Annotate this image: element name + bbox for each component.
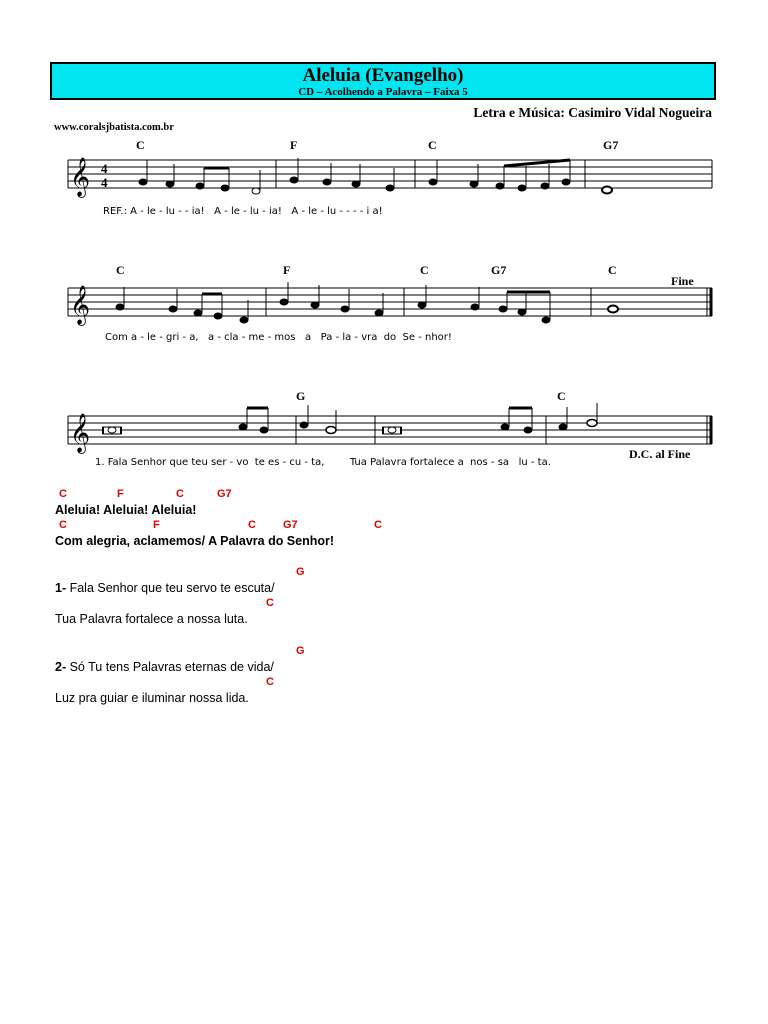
chord-label: C [266,676,274,688]
treble-clef-icon: 𝄞 [70,285,91,325]
svg-text:G7: G7 [603,138,619,152]
svg-text:F: F [283,263,291,277]
chord-label: G7 [217,488,232,500]
song-subtitle: CD – Acolhendo a Palavra – Faixa 5 [298,86,468,98]
chord-label: C [59,519,67,531]
refrain-line-1: Aleluia! Aleluia! Aleluia! [55,503,197,517]
website-link: www.coralsjbatista.com.br [54,122,174,133]
chord-label: G [296,645,305,657]
sheet-music [0,0,768,480]
notes-row-1 [139,158,612,194]
chords-row-1 [136,138,618,152]
notes-row-3 [103,403,597,434]
treble-clef-icon: 𝄞 [70,157,91,197]
verse-text: Só Tu tens Palavras eternas de vida/ [66,660,274,674]
svg-text:C: C [608,263,617,277]
svg-text:C: C [420,263,429,277]
author-credit: Letra e Música: Casimiro Vidal Nogueira [473,105,712,120]
chord-label: C [59,488,67,500]
chord-label: C [176,488,184,500]
treble-clef-icon: 𝄞 [70,413,91,453]
verse-number: 2- [55,660,67,674]
chord-label: C [248,519,256,531]
chord-label: C [374,519,382,531]
chords-row-2 [116,263,617,277]
verse-2-line-1 [55,660,274,674]
verse-text: Fala Senhor que teu servo te escuta/ [66,581,275,595]
staff-row-1 [68,160,712,188]
fine-mark: Fine [671,274,694,288]
verse-1-line-2: Tua Palavra fortalece a nossa luta. [55,612,248,626]
svg-text:4: 4 [101,175,108,190]
chord-label: C [266,597,274,609]
svg-text:C: C [557,389,566,403]
lyrics-row-3: 1. Fala Senhor que teu ser - vo te es - cu - ta, Tua Palavra fortalece a nos - sa lu - ta. [95,457,551,468]
svg-text:C: C [136,138,145,152]
svg-text:4: 4 [101,161,108,176]
dc-al-fine-mark: D.C. al Fine [629,447,691,461]
svg-text:C: C [116,263,125,277]
chord-label: F [117,488,124,500]
chord-label: G [296,566,305,578]
verse-1-line-1 [55,581,275,595]
verse-number: 1- [55,581,67,595]
svg-text:C: C [428,138,437,152]
chord-label: F [153,519,160,531]
lyrics-row-2: Com a - le - gri - a, a - cla - me - mos a Pa - la - vra do Se - nhor! [105,332,452,343]
refrain-line-2: Com alegria, aclamemos/ A Palavra do Senhor! [55,534,335,548]
svg-text:G7: G7 [491,263,507,277]
svg-text:G: G [296,389,306,403]
song-title: Aleluia (Evangelho) [302,65,464,86]
chord-label: G7 [283,519,298,531]
verse-2-line-2: Luz pra guiar e iluminar nossa lida. [55,691,249,705]
lyrics-row-1: REF.: A - le - lu - - ia! A - le - lu - ia! A - le - lu - - - - i a! [103,206,383,217]
chords-row-3 [296,389,566,403]
svg-text:F: F [290,138,298,152]
